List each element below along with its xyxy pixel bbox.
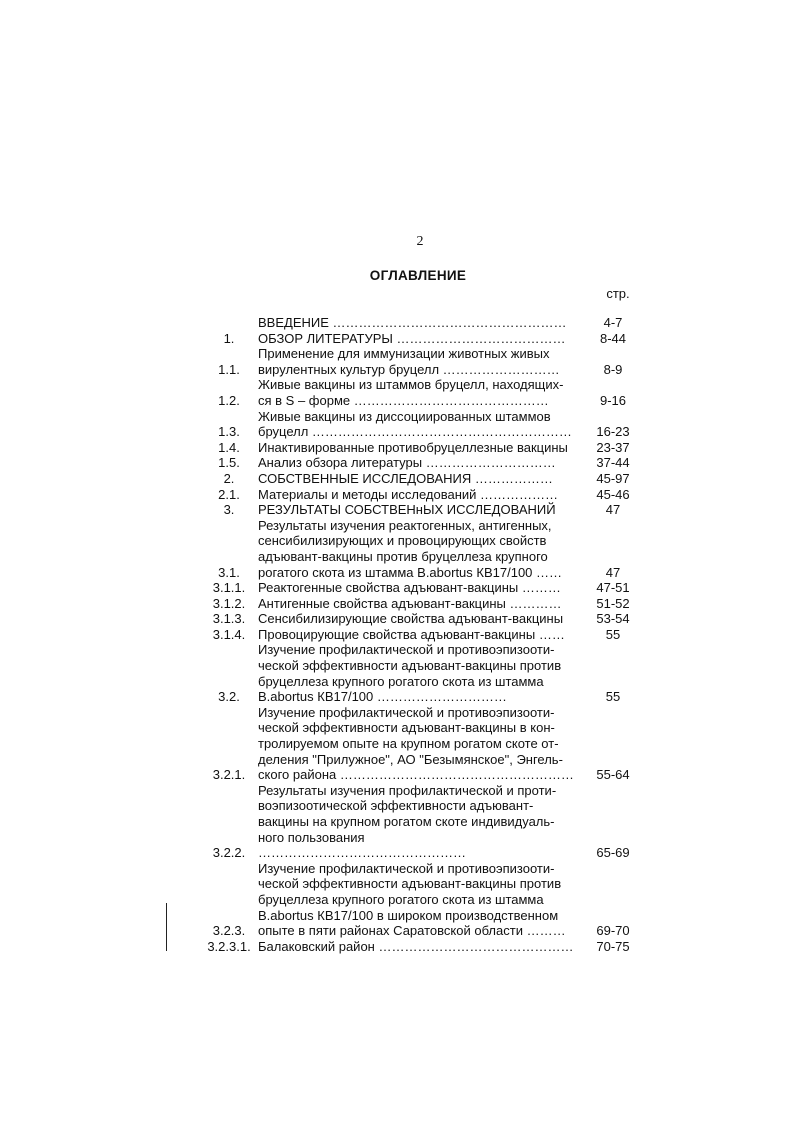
toc-entry-title: Изучение профилактической и противоэпизооти- ческой эффективности адъювант-вакцины против бруцеллеза крупного рогатого скота из штамма B.abortus КВ17/100 в широком производственном опыте в пяти районах Саратовской области ………: [258, 860, 566, 939]
toc-entry-title: Антигенные свойства адъювант-вакцины …………: [258, 595, 562, 611]
toc-entry: [200, 627, 650, 643]
toc-entry: [200, 471, 650, 487]
toc-entry-number: 3.1.2.: [212, 595, 246, 611]
toc-entry: [200, 346, 650, 377]
toc-entry: [200, 939, 650, 955]
toc-entry-pages: 8-9: [603, 361, 623, 377]
toc-entry: [200, 596, 650, 612]
toc-entry-number: 1.5.: [218, 455, 240, 471]
toc-entry-title: Изучение профилактической и противоэпизооти- ческой эффективности адъювант-вакцины в кон- тролируемом опыте на крупном рогатом скоте от- деления "Прилужное", АО "Безымянское", Энгель- ского района ………………………………………………: [258, 704, 574, 783]
toc-entry-title: Балаковский район ………………………………………: [258, 938, 574, 954]
toc-entry-pages: 69-70: [596, 923, 630, 939]
toc-entry-number: 1.2.: [218, 392, 240, 408]
toc-entry-title: Результаты изучения реактогенных, антигенных, сенсибилизирующих и провоцирующих свойств адъювант-вакцины против бруцеллеза крупного рогатого скота из штамма B.abortus КВ17/100 ……: [258, 517, 563, 580]
toc-entry: [200, 455, 650, 471]
toc-entry-title: Живые вакцины из диссоциированных штаммов бруцелл ……………………………………………………: [258, 408, 572, 440]
toc-entry-title: ОБЗОР ЛИТЕРАТУРЫ …………………………………: [258, 330, 566, 346]
toc-entry-title: РЕЗУЛЬТАТЫ СОБСТВЕНнЫХ ИССЛЕДОВАНИЙ: [258, 502, 556, 518]
toc-entry-number: 3.1.4.: [212, 626, 246, 642]
toc-entry-pages: 47: [605, 502, 621, 518]
toc-entry: [200, 377, 650, 408]
toc-entry-number: 2.1.: [218, 486, 240, 502]
toc-entry: [200, 331, 650, 347]
page-number: 2: [416, 234, 424, 249]
toc-entry: [200, 783, 650, 861]
toc-entry-number: 3.2.3.1.: [207, 938, 251, 954]
toc-entry-pages: 8-44: [599, 330, 627, 346]
toc-entry-number: 3.2.: [218, 689, 240, 705]
toc-entry-number: 1.3.: [218, 424, 240, 440]
toc-entry: [200, 502, 650, 518]
toc-entry: [200, 861, 650, 939]
toc-entry-pages: 4-7: [603, 315, 623, 330]
toc-title: ОГЛАВЛЕНИЕ: [369, 268, 467, 283]
toc-entry-number: 3.1.3.: [212, 611, 246, 627]
toc-entry: [200, 315, 650, 331]
toc-entry-pages: 23-37: [596, 439, 630, 455]
toc-entry: [200, 705, 650, 783]
toc-entry-pages: 45-97: [596, 470, 630, 486]
toc-entry-number: 3.2.3.: [212, 923, 246, 939]
toc-entry-title: СОБСТВЕННЫЕ ИССЛЕДОВАНИЯ ………………: [258, 470, 553, 486]
toc-entry-number: 2.: [223, 470, 235, 486]
toc-entry-pages: 55-64: [596, 767, 630, 783]
toc-entry-title: Материалы и методы исследований ………………: [258, 486, 559, 502]
toc-entry: [200, 580, 650, 596]
toc-entry-pages: 37-44: [596, 455, 630, 471]
toc-entry-title: Реактогенные свойства адъювант-вакцины ………: [258, 580, 561, 596]
toc-entry-title: Анализ обзора литературы …………………………: [258, 455, 556, 471]
toc-entry-title: Провоцирующие свойства адъювант-вакцины ……: [258, 626, 565, 642]
toc-entry-number: 3.1.: [218, 564, 240, 580]
scan-margin-line: [166, 903, 167, 951]
toc-entry-title: Результаты изучения профилактической и проти- воэпизоотической эффективности адъювант- вакцины на крупном рогатом скоте индивидуаль- ного пользования …………………………………………: [258, 782, 557, 861]
toc-entry-pages: 51-52: [596, 595, 630, 611]
toc-entry-pages: 55: [605, 626, 621, 642]
toc-entry: [200, 611, 650, 627]
toc-entry-pages: 65-69: [596, 845, 630, 861]
toc-entry-pages: 55: [605, 689, 621, 705]
toc-entry: [200, 487, 650, 503]
toc-entry-number: 3.: [223, 502, 235, 518]
toc-entry-title: Сенсибилизирующие свойства адъювант-вакцины: [258, 611, 564, 627]
toc-entry-pages: 45-46: [596, 486, 630, 502]
toc-entry-title: ВВЕДЕНИЕ ………………………………………………: [258, 315, 567, 330]
toc-entry-title: Инактивированные противобруцеллезные вакцины: [258, 439, 568, 455]
toc-entry: [200, 440, 650, 456]
toc-entry-pages: 47: [605, 564, 621, 580]
pages-column-header: стр.: [606, 286, 630, 301]
toc-entry-title: Изучение профилактической и противоэпизооти- ческой эффективности адъювант-вакцины против бруцеллеза крупного рогатого скота из штамма B.abortus КВ17/100 …………………………: [258, 642, 562, 705]
toc-entry-pages: 47-51: [596, 580, 630, 596]
toc-entry-pages: 9-16: [599, 392, 627, 408]
toc-entry-number: 1.1.: [218, 361, 240, 377]
toc-entry: [200, 642, 650, 704]
toc-entry-number: 1.: [223, 330, 235, 346]
toc-entry-title: Применение для иммунизации животных живых вирулентных культур бруцелл ………………………: [258, 346, 560, 377]
table-of-contents: [200, 315, 650, 954]
toc-entry-number: 3.1.1.: [212, 580, 246, 596]
toc-entry-pages: 16-23: [596, 424, 630, 440]
toc-entry-pages: 70-75: [596, 938, 630, 954]
toc-entry-number: 3.2.1.: [212, 767, 246, 783]
toc-entry: [200, 409, 650, 440]
toc-entry-number: 3.2.2.: [212, 845, 246, 861]
toc-entry: [200, 518, 650, 580]
toc-entry-pages: 53-54: [596, 611, 630, 627]
toc-entry-title: Живые вакцины из штаммов бруцелл, находящих- ся в S – форме ………………………………………: [258, 377, 564, 408]
toc-entry-number: 1.4.: [218, 439, 240, 455]
